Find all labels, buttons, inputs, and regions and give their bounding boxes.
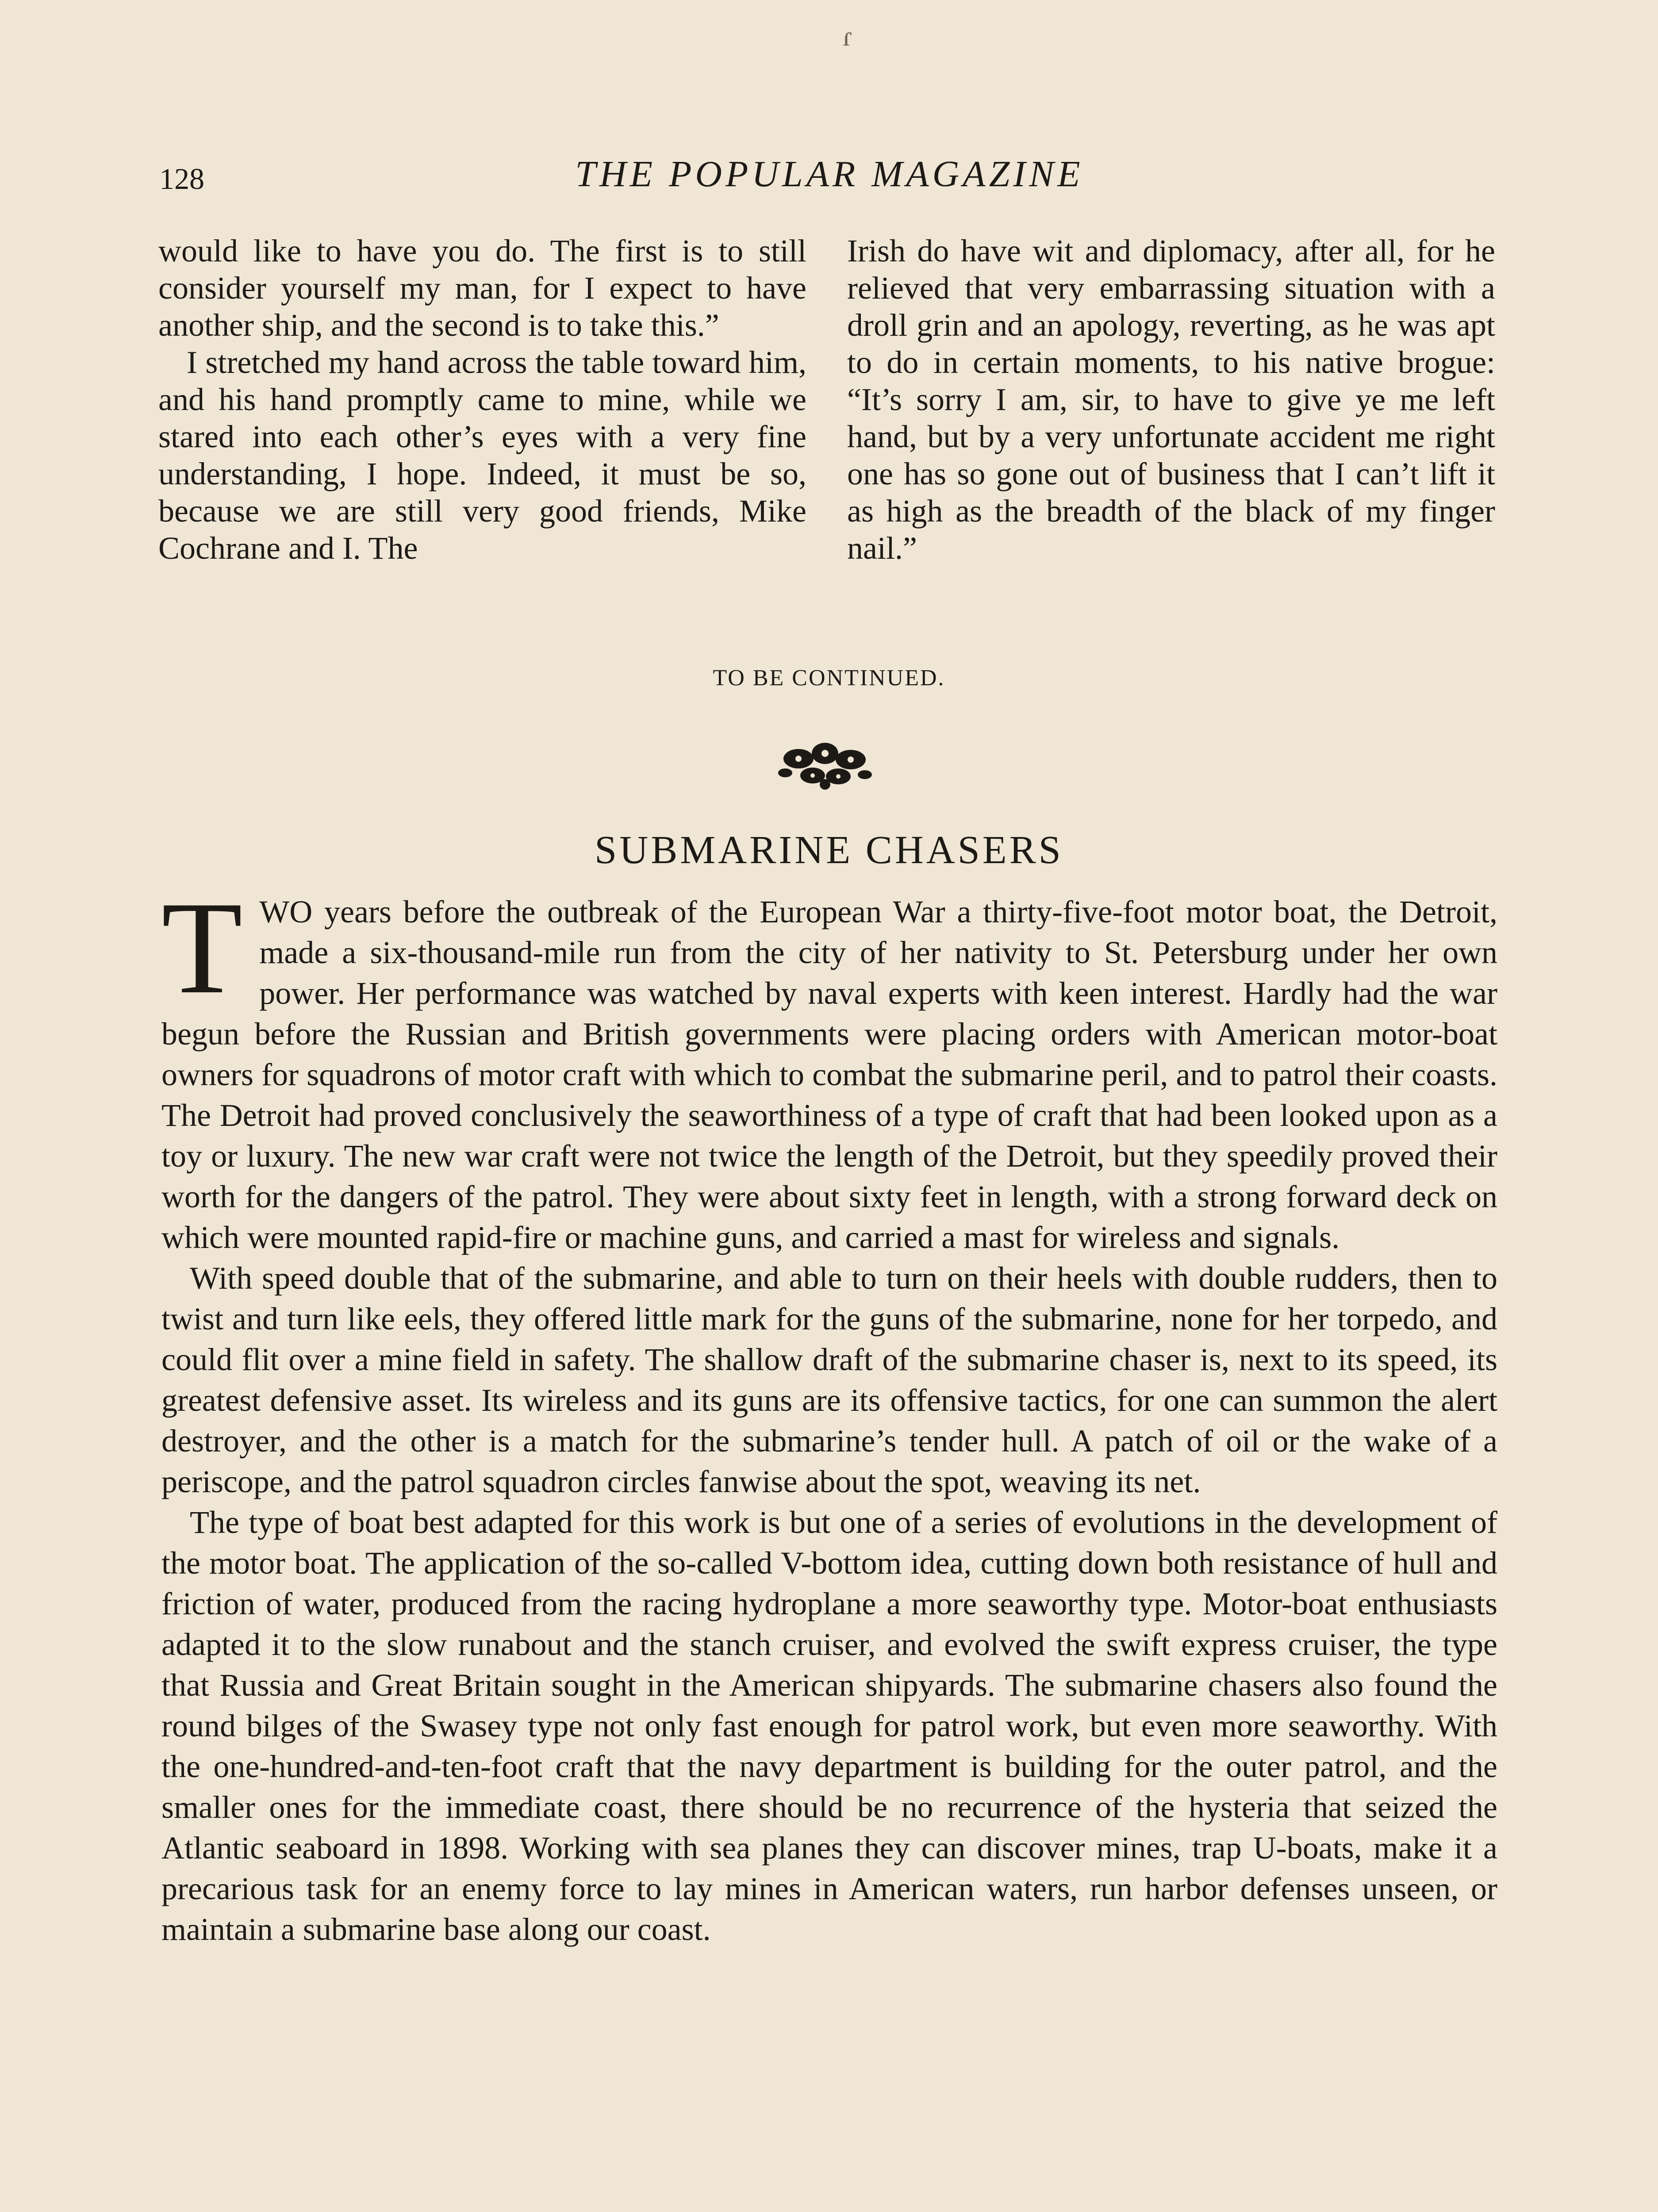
to-be-continued: TO BE CONTINUED.: [713, 665, 945, 691]
left-paragraph-2: I stretched my hand across the table toward him, and his hand promptly came to mine, while we stared into each other’s eyes with a very fine understanding, I hope. Indeed, it must be so, because we are still very good friends, Mike Cochrane and I. The: [158, 345, 806, 566]
pencil-mark: ɾ: [843, 20, 852, 52]
magazine-title: THE POPULAR MAGAZINE: [575, 154, 1084, 195]
drop-cap: T: [161, 874, 243, 1021]
article-body: [161, 874, 1497, 1950]
floral-ornament-icon: [772, 732, 878, 799]
left-column: [158, 232, 806, 567]
article-paragraph-3: The type of boat best adapted for this work is but one of a series of evolutions in the development of the motor boat. The application of the so-called V-bottom idea, cutting down both resistance of hull and friction of water, produced from the racing hydroplane a more seaworthy type. Motor-boat enthusiasts adapted it to the slow runabout and the stanch cruiser, and evolved the swift express cruiser, the type that Russia and Great Britain sought in the American shipyards. The submarine chasers also found the round bilges of the Swasey type not only fast enough for patrol work, but even more seaworthy. With the one-hundred-and-ten-foot craft that the navy department is building for the outer patrol, and the smaller ones for the immediate coast, there should be no recurrence of the hysteria that seized the Atlantic seaboard in 1898. Working with sea planes they can discover mines, trap U-boats, make it a precarious task for an enemy force to lay mines in American waters, run harbor defenses unseen, or maintain a submarine base along our coast.: [161, 1505, 1497, 1947]
right-column: [847, 232, 1495, 567]
article-paragraph-2: With speed double that of the submarine, and able to turn on their heels with double rudders, then to twist and turn like eels, they offered little mark for the guns of the submarine, none for her torpedo, and could flit over a mine field in safety. The shallow draft of the submarine chaser is, next to its speed, its greatest defensive asset. Its wireless and its guns are its offensive tactics, for one can summon the alert destroyer, and the other is a match for the submarine’s tender hull. A patch of oil or the wake of a periscope, and the patrol squadron circles fanwise about the spot, weaving its net.: [161, 1260, 1497, 1499]
left-paragraph-1: would like to have you do. The first is to still consider yourself my man, for I expect to have another ship, and the second is to take this.”: [158, 233, 806, 343]
article-paragraph-1: [161, 874, 1497, 1258]
right-paragraph-1: Irish do have wit and diplomacy, after all, for he relieved that very embarrassing situation with a droll grin and an apology, reverting, as he was apt to do in certain moments, to his native brogue: “It’s sorry I am, sir, to have to give ye me left hand, but by a very unfortunate accident me right one has so gone out of business that I can’t lift it as high as the breadth of the black of my finger nail.”: [847, 233, 1495, 566]
page-header: [159, 148, 1500, 201]
page-number: 128: [159, 162, 204, 196]
article-paragraph-1-text: WO years before the outbreak of the European War a thirty-five-foot motor boat, the Detroit, made a six-thousand-mile run from the city of her nativity to St. Petersburg under her own power. Her performance was watched by naval experts with keen interest. Hardly had the war begun before the Russian and British governments were placing orders with American motor-boat owners for squadrons of motor craft with which to combat the submarine peril, and to patrol their coasts. The Detroit had proved conclusively the seaworthiness of a type of craft that had been looked upon as a toy or luxury. The new war craft were not twice the length of the Detroit, but they speedily proved their worth for the dangers of the patrol. They were about sixty feet in length, with a strong forward deck on which were mounted rapid-fire or machine guns, and carried a mast for wireless and signals.: [161, 894, 1497, 1255]
article-title: SUBMARINE CHASERS: [595, 828, 1063, 872]
